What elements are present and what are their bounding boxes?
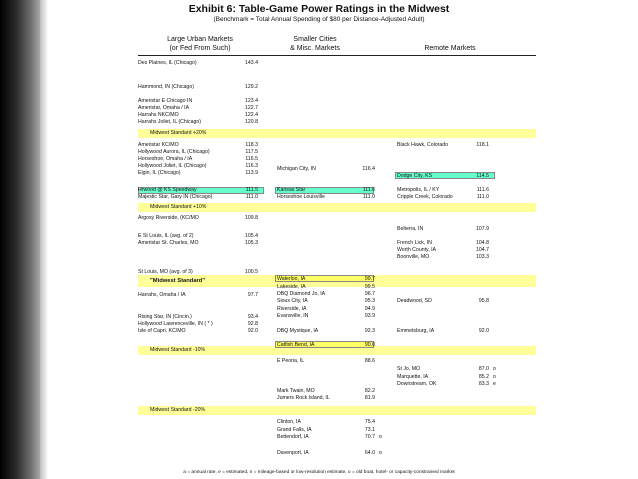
large-market-rating: 97.7 [247, 292, 258, 298]
remote-market-name: Dodge City, KS [397, 173, 433, 179]
header-divider [138, 55, 536, 56]
header-smaller-cities [260, 35, 370, 53]
large-market-name: Hollywood Lawrenceville, IN ( * ) [138, 321, 213, 327]
large-market-name: Rising Star, IN (Cincin.) [138, 314, 192, 320]
large-market-name: Ameristar, Omaha / IA [138, 105, 190, 111]
small-market-rating: 88.6 [364, 358, 375, 364]
remote-market-rating: 118.1 [476, 142, 489, 148]
small-market-rating: 111.6 [362, 187, 375, 193]
large-market-rating: 111.5 [245, 187, 258, 193]
small-market-name: Mark Twain, MO [277, 388, 315, 394]
header-small-line1: Smaller Cities [293, 36, 337, 43]
small-market-rating: 94.9 [364, 306, 375, 312]
remote-market-rating: 111.0 [476, 194, 489, 200]
remote-market-rating: 104.8 [476, 240, 489, 246]
large-market-rating: 122.7 [245, 105, 258, 111]
large-market-name: Isle of Capri, KC/MO [138, 328, 186, 334]
remote-market-name: Worth County, IA [397, 247, 437, 253]
standard-plus10-label: Midwest Standard +10% [150, 204, 207, 210]
small-market-name: Michigan City, IN [277, 166, 316, 172]
small-market-rating: 81.9 [364, 395, 375, 401]
large-market-name: Majestic Star, Gary IN (Chicago) [138, 194, 213, 200]
large-market-rating: 143.4 [245, 60, 258, 66]
small-market-rating: 99.5 [364, 284, 375, 290]
small-market-name: Waterloo, IA [277, 276, 306, 282]
large-market-name: Ameristar St. Charles, MO [138, 240, 199, 246]
standard-plus20-label: Midwest Standard +20% [150, 130, 207, 136]
small-market-rating: 93.9 [364, 313, 375, 319]
remote-market-name: Emmetsburg, IA [397, 328, 435, 334]
small-market-flag: o [379, 434, 382, 440]
remote-market-rating: 87.0 [478, 366, 489, 372]
large-market-name: E St Louis, IL (avg. of 2) [138, 233, 194, 239]
large-market-rating: 116.5 [245, 156, 258, 162]
remote-market-rating: 83.3 [478, 381, 489, 387]
small-market-rating: 70.7 [364, 434, 375, 440]
remote-market-rating: 85.2 [478, 374, 489, 380]
small-market-flag: o [379, 450, 382, 456]
small-market-rating: 96.7 [364, 291, 375, 297]
large-market-name: Ameristar KC/MO [138, 142, 179, 148]
remote-market-name: Cripple Creek, Colorado [397, 194, 453, 200]
standard-label: "Midwest Standard" [150, 278, 206, 284]
large-market-rating: 116.3 [245, 163, 258, 169]
small-market-name: Evansville, IN [277, 313, 309, 319]
small-market-name: Grand Falls, IA [277, 427, 312, 433]
remote-market-rating: 107.9 [476, 226, 489, 232]
header-large-markets [140, 35, 260, 53]
remote-market-flag: e [493, 381, 496, 387]
large-market-rating: 109.8 [245, 215, 258, 221]
large-market-name: Harrahs Joliet, IL (Chicago) [138, 119, 201, 125]
large-market-name: Horseshoe, Omaha / IA [138, 156, 193, 162]
large-market-rating: 92.0 [247, 328, 258, 334]
large-market-name: Hrwood @ KS Speedway [138, 187, 197, 193]
remote-market-rating: 103.3 [476, 254, 489, 260]
small-market-rating: 99.7 [364, 276, 375, 282]
footer-legend: a = annual rate, e = estimated, n = mileage-based or low-resolution estimate, o = old boat, hotel- or capacity-constrained market [183, 470, 455, 475]
decorative-sidebar [0, 0, 40, 479]
small-market-rating: 111.0 [362, 194, 375, 200]
header-remote-markets: Remote Markets [424, 45, 476, 52]
small-market-name: Lakeside, IA [277, 284, 306, 290]
page-title: Exhibit 6: Table-Game Power Ratings in the Midwest [188, 3, 450, 15]
header-large-line1: Large Urban Markets [167, 36, 233, 43]
large-market-name: Harrahs, Omaha / IA [138, 292, 186, 298]
decorative-sidebar-fade [40, 0, 48, 479]
large-market-name: Des Plaines, IL (Chicago) [138, 60, 197, 66]
large-market-rating: 113.9 [245, 170, 258, 176]
remote-market-flag: o [493, 374, 496, 380]
remote-market-rating: 95.8 [478, 298, 489, 304]
large-market-name: Ameristar E Chicago IN [138, 98, 193, 104]
page-subtitle: (Benchmark = Total Annual Spending of $80 per Distance-Adjusted Adult) [213, 16, 425, 23]
standard-minus20-label: Midwest Standard -20% [150, 407, 206, 413]
small-market-rating: 73.1 [364, 427, 375, 433]
remote-market-name: Belterra, IN [397, 226, 424, 232]
small-market-rating: 90.0 [364, 342, 375, 348]
small-market-name: Jumers Rock Island, IL [277, 395, 330, 401]
large-market-name: Hammond, IN (Chicago) [138, 84, 194, 90]
header-large-line2: (or Fed From Such) [169, 45, 231, 52]
small-market-name: Catfish Bend, IA [277, 342, 315, 348]
large-market-rating: 123.4 [245, 98, 258, 104]
small-market-name: Bettendorf, IA [277, 434, 309, 440]
large-market-name: Elgin, IL (Chicago) [138, 170, 181, 176]
small-market-name: Davenport, IA [277, 450, 309, 456]
large-market-name: Harrahs NKC/MO [138, 112, 179, 118]
remote-market-rating: 104.7 [476, 247, 489, 253]
large-market-rating: 111.0 [245, 194, 258, 200]
small-market-name: Sioux City, IA [277, 298, 308, 304]
remote-market-name: Marquette, IA [397, 374, 429, 380]
large-market-name: Hollywood Joliet, IL (Chicago) [138, 163, 207, 169]
large-market-rating: 117.5 [245, 149, 258, 155]
large-market-rating: 100.5 [245, 269, 258, 275]
remote-market-name: French Lick, IN [397, 240, 432, 246]
large-market-name: Argosy Riverside, (KC/MO [138, 215, 199, 221]
small-market-name: E Peoria, IL [277, 358, 305, 364]
remote-market-flag: o [493, 366, 496, 372]
small-market-name: Kansas Star [277, 187, 306, 193]
standard-minus10-label: Midwest Standard -10% [150, 347, 206, 353]
large-market-rating: 105.3 [245, 240, 258, 246]
remote-market-name: Metropolis, IL / KY [397, 187, 440, 193]
small-market-rating: 64.0 [364, 450, 375, 456]
small-market-name: Riverside, IA [277, 306, 307, 312]
small-market-name: DBQ Diamond Jo, IA [277, 291, 326, 297]
remote-market-rating: 92.0 [478, 328, 489, 334]
remote-market-name: Deadwood, SD [397, 298, 432, 304]
large-market-rating: 92.8 [247, 321, 258, 327]
large-market-rating: 122.4 [245, 112, 258, 118]
remote-market-name: Downstream, OK [397, 381, 437, 387]
small-market-name: Clinton, IA [277, 419, 301, 425]
small-market-rating: 95.3 [364, 298, 375, 304]
large-market-rating: 120.8 [245, 119, 258, 125]
large-market-rating: 129.2 [245, 84, 258, 90]
remote-market-name: St Jo, MO [397, 366, 421, 372]
remote-market-rating: 114.5 [476, 173, 489, 179]
header-small-line2: & Misc. Markets [290, 45, 340, 52]
remote-market-name: Black Hawk, Colorado [397, 142, 449, 148]
small-market-rating: 92.3 [364, 328, 375, 334]
remote-market-rating: 111.6 [476, 187, 489, 193]
large-market-rating: 118.3 [245, 142, 258, 148]
remote-market-name: Boonville, MO [397, 254, 430, 260]
small-market-name: Horseshoe Louisville [277, 194, 325, 200]
small-market-name: DBQ Mystique, IA [277, 328, 319, 334]
small-market-rating: 82.2 [364, 388, 375, 394]
large-market-name: St Louis, MO (avg. of 3) [138, 269, 193, 275]
small-market-rating: 75.4 [364, 419, 375, 425]
large-market-rating: 105.4 [245, 233, 258, 239]
large-market-rating: 93.4 [247, 314, 258, 320]
small-market-rating: 116.4 [362, 166, 375, 172]
large-market-name: Hollywood Aurora, IL (Chicago) [138, 149, 210, 155]
